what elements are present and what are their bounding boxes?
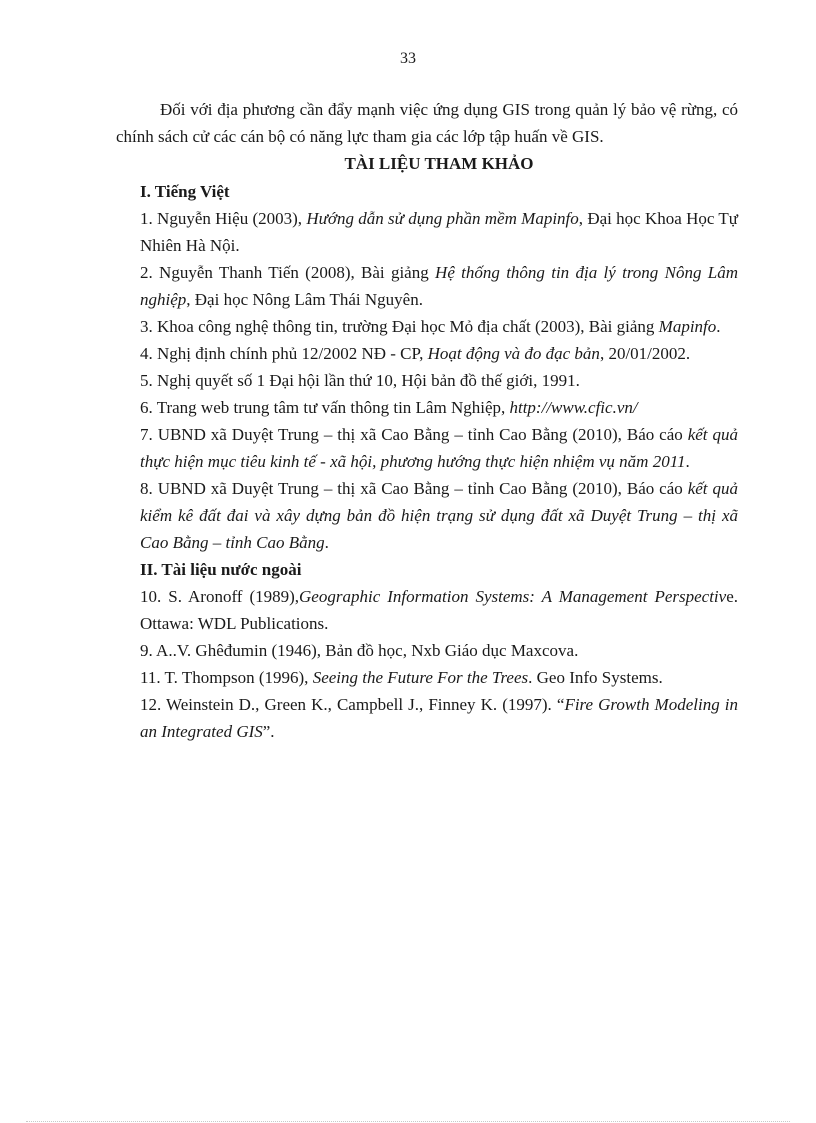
reference-item: 2. Nguyễn Thanh Tiến (2008), Bài giảng Hệ thống thông tin địa lý trong Nông Lâm nghiệp, Đại học Nông Lâm Thái Nguyên. [140,263,738,309]
references-title: TÀI LIỆU THAM KHẢO [344,154,534,173]
reference-item: 1. Nguyễn Hiệu (2003), Hướng dẫn sử dụng phần mềm Mapinfo, Đại học Khoa Học Tự Nhiên Hà Nội. [140,209,738,255]
page-bottom-divider [26,1121,790,1122]
reference-item: 7. UBND xã Duyệt Trung – thị xã Cao Bằng – tỉnh Cao Bằng (2010), Báo cáo kết quả thực hiện mục tiêu kinh tế - xã hội, phương hướng thực hiện nhiệm vụ năm 2011. [140,425,738,471]
reference-item: 3. Khoa công nghệ thông tin, trường Đại học Mỏ địa chất (2003), Bài giảng Mapinfo. [140,317,721,336]
reference-item: 4. Nghị định chính phủ 12/2002 NĐ - CP, Hoạt động và đo đạc bản, 20/01/2002. [140,344,691,363]
reference-item: 12. Weinstein D., Green K., Campbell J., Finney K. (1997). “Fire Growth Modeling in an Integrated GIS”. [140,695,739,741]
document-body [116,96,739,745]
reference-item: 6. Trang web trung tâm tư vấn thông tin Lâm Nghiệp, http://www.cfic.vn/ [140,398,638,417]
section-vietnamese [140,178,738,556]
reference-item: 9. A..V. Ghêđumin (1946), Bản đồ học, Nxb Giáo dục Maxcova. [140,641,579,660]
reference-item: 5. Nghị quyết số 1 Đại hội lần thứ 10, Hội bản đồ thế giới, 1991. [140,371,580,390]
reference-item: 11. T. Thompson (1996), Seeing the Future For the Trees. Geo Info Systems. [140,668,663,687]
section-foreign [140,556,738,745]
intro-paragraph: Đối với địa phương cần đẩy mạnh việc ứng dụng GIS trong quản lý bảo vệ rừng, có chính sách cử các cán bộ có năng lực tham gia các lớp tập huấn về GIS. [116,100,738,146]
section-heading: I. Tiếng Việt [140,182,230,201]
page-number: 33 [400,50,416,67]
section-heading: II. Tài liệu nước ngoài [140,560,302,579]
reference-item: 8. UBND xã Duyệt Trung – thị xã Cao Bằng – tỉnh Cao Bằng (2010), Báo cáo kết quả kiểm kê đất đai và xây dựng bản đồ hiện trạng sử dụng đất xã Duyệt Trung – thị xã Cao Bằng – tỉnh Cao Bằng. [140,479,738,552]
reference-item: 10. S. Aronoff (1989),Geographic Information Systems: A Management Perspective. Ottawa: WDL Publications. [140,587,738,633]
reference-link[interactable]: http://www.cfic.vn/ [509,398,638,417]
